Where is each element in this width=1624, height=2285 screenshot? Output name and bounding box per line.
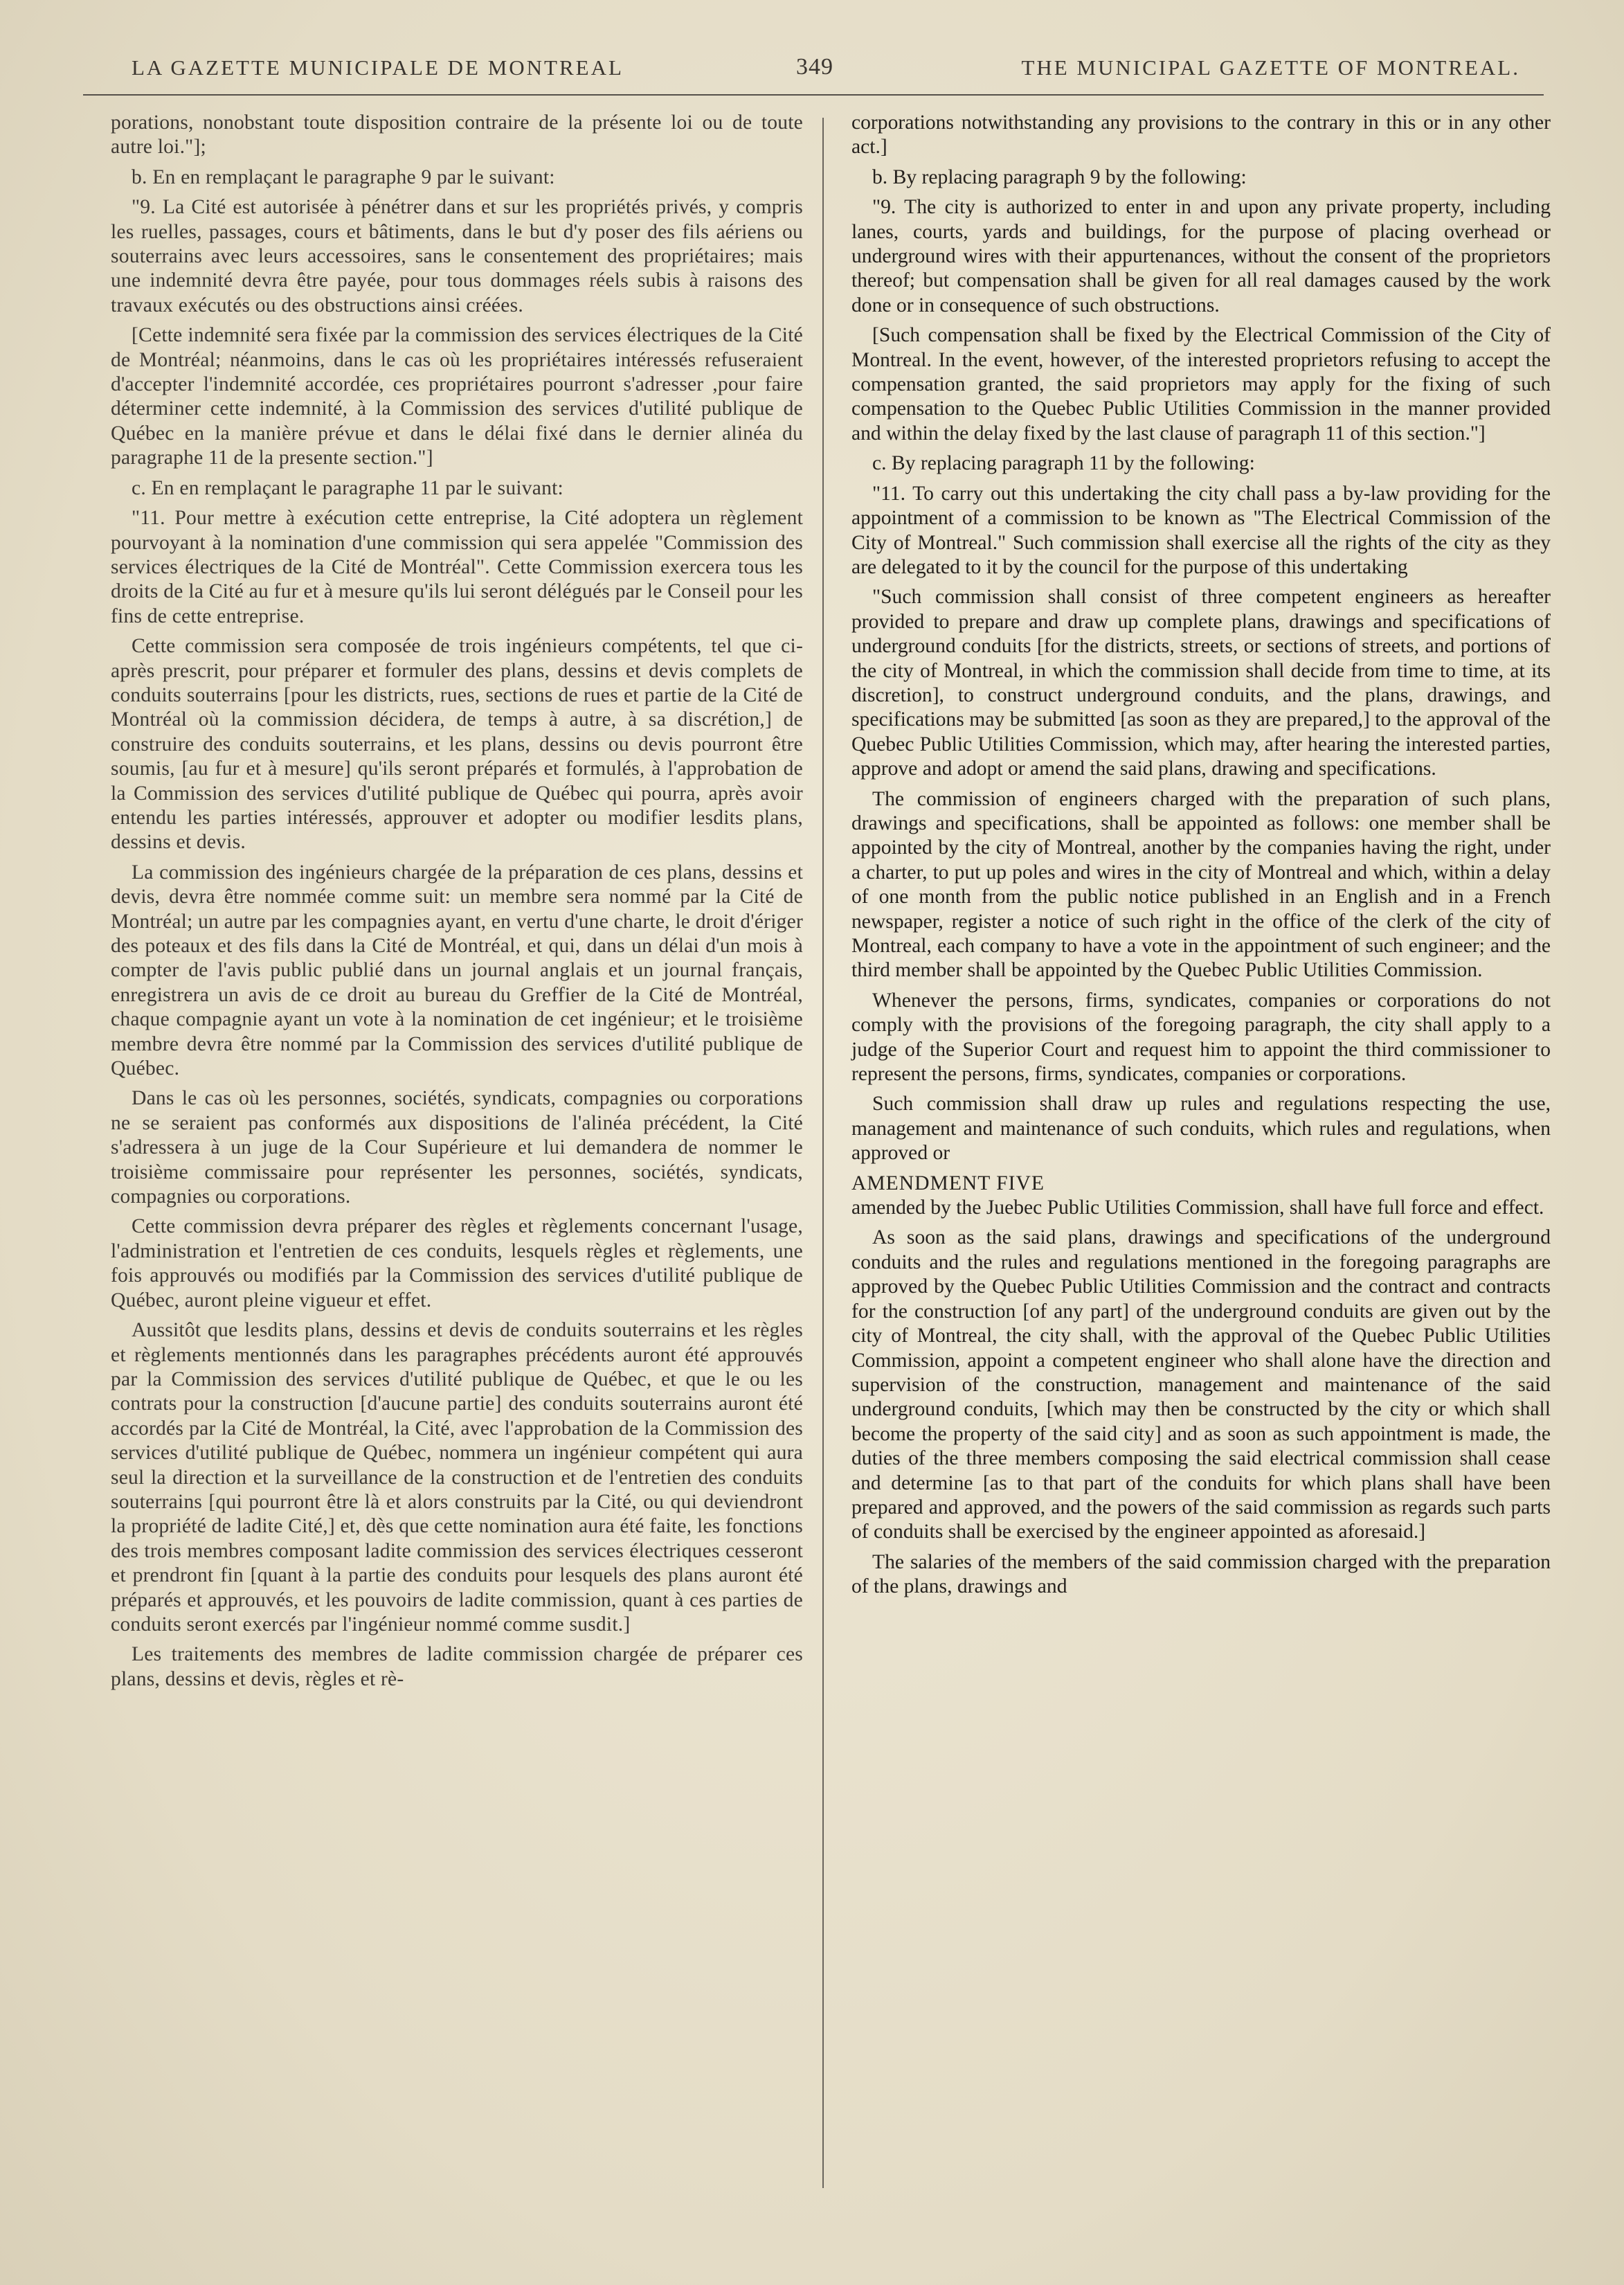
fr-paragraph: Dans le cas où les personnes, sociétés, syndicats, compagnies ou corporations ne se seraient pas conformés aux dispositions de l'alinéa précédent, la Cité s'adressera à un juge de la Cour Supérieure et lui demandera de nommer le troisième commissaire pour représenter les personnes, sociétés, syndicats, compagnies ou corporations. — [111, 1087, 803, 1208]
en-paragraph: The commission of engineers charged with the preparation of such plans, drawings and specifications, shall be appointed as follows: one member shall be appointed by the city of Montreal, another by the companies having the right, under a charter, to put up poles and wires in the city of Montreal and which, within a delay of one month from the public notice published in an English and in a French newspaper, register a notice of such right in the office of the clerk of the city of Montreal, each company to have a vote in the appointment of such engineer; and the third member shall be appointed by the Quebec Public Utilities Commission. — [851, 787, 1551, 982]
en-paragraph: As soon as the said plans, drawings and specifications of the underground conduits and the rules and regulations mentioned in the foregoing paragraphs are approved by the Quebec Public Utilities Commission and the contract and contracts for the construction [of any part] of the underground conduits are given out by the city of Montreal, the city shall, with the approval of the Quebec Public Utilities Commission, appoint a competent engineer who shall alone have the direction and supervision of the construction, management and maintenance of the said underground conduits, [which may then be constructed by the city or which shall become the property of the said city] and as soon as such appointment is made, the duties of the three members composing the said electrical commission shall cease and determine [as to that part of the conduits for which plans shall have been prepared and approved, and the powers of the said commission as regards such parts of conduits shall be exercised by the engineer appointed as aforesaid.] — [851, 1226, 1551, 1543]
fr-paragraph: Cette commission sera composée de trois ingénieurs compétents, tel que ci-après prescrit, pour préparer et formuler des plans, dessins et devis complets de conduits souterrains [pour les districts, rues, sections de rues et partie de la Cité de Montréal où la commission décidera, de temps à autre, à sa discrétion,] de construire des conduits souterrains, et les plans, dessins ou devis pourront être soumis, [au fur et à mesure] qu'ils seront préparés et formulés, à l'approbation de la Commission des services d'utilité publique de Québec qui pourra, après avoir entendu les parties intéressés, approuver et adopter ou modifier lesdits plans, dessins et devis. — [111, 635, 803, 854]
header-french-title: LA GAZETTE MUNICIPALE DE MONTREAL — [132, 55, 624, 80]
fr-paragraph: [Cette indemnité sera fixée par la commission des services électriques de la Cité de Montréal; néanmoins, dans le cas où les propriétaires intéressés refuseraient d'accepter l'indemnité accordée, ces propriétaires pourront s'adresser ,pour faire déterminer cette indemnité, à la Commission des services d'utilité publique de Québec en la manière prévue et dans le délai fixé dans le dernier alinéa du paragraphe 11 de la presente section."] — [111, 324, 803, 469]
fr-paragraph: La commission des ingénieurs chargée de la préparation de ces plans, dessins et devis, devra être nommée comme suit: un membre sera nommé par la Cité de Montréal; un autre par les compagnies ayant, en vertu d'une charte, le droit d'ériger des poteaux et des fils dans la Cité de Montréal, et qui, dans un délai d'un mois à compter de l'avis public publié dans un journal anglais et un journal français, enregistrera un avis de ce droit au bureau du Greffier de la Cité de Montréal, chaque compagnie ayant un vote à la nomination de cet ingénieur; et le troisième membre devra être nommé par la Commission des services d'utilité publique de Québec. — [111, 861, 803, 1080]
en-paragraph: Whenever the persons, firms, syndicates, companies or corporations do not comply with the provisions of the foregoing paragraph, the city shall apply to a judge of the Superior Court and request him to appoint the third commissioner to represent the persons, firms, syndicates, companies or corporations. — [851, 989, 1551, 1086]
en-paragraph: amended by the Juebec Public Utilities Commission, shall have full force and effect. — [851, 1197, 1544, 1219]
amendment-heading: AMENDMENT FIVE — [851, 1172, 1045, 1194]
fr-paragraph: Cette commission devra préparer des règles et règlements concernant l'usage, l'administration et l'entretien de ces conduits, lesquels règles et règlements, une fois approuvés ou modifiés par la Commission des services d'utilité publique de Québec, auront pleine vigueur et effet. — [111, 1215, 803, 1311]
en-paragraph: Such commission shall draw up rules and regulations respecting the use, management and maintenance of such conduits, which rules and regulations, when approved or — [851, 1093, 1551, 1165]
fr-paragraph: Aussitôt que lesdits plans, dessins et devis de conduits souterrains et les règles et règlements mentionnés dans les paragraphes précédents auront été approuvés par la Commission des services d'utilité publique de Québec, et que le ou les contrats pour la construction [d'aucune partie] des conduits souterrains auront été accordés par la Cité de Montréal, la Cité, avec l'approbation de la Commission des services d'utilité publique de Québec, nommera un ingénieur compétent qui aura seul la direction et la surveillance de la construction et de l'entretien des conduits souterrains [qui pourront être là et alors construits par la Cité, ou qui deviendront la propriété de ladite Cité,] et, dès que cette nomination aura été faite, les fonctions des trois membres composant ladite commission des services électriques cesseront et prendront fin [quant à la partie des conduits pour lesquels des plans auront été préparés et approuvés, et les pouvoirs de ladite commission, quant à ces parties de conduits seront exercés par l'ingénieur nommé comme susdit.] — [111, 1319, 803, 1636]
en-paragraph: c. By replacing paragraph 11 by the following: — [872, 452, 1255, 475]
en-paragraph: "11. To carry out this undertaking the city chall pass a by-law providing for the appointment of a commission to be known as "The Electrical Commission of the City of Montreal." Such commission shall exercise all the rights of the city as they are delegated to it by the council for the purpose of this undertaking — [851, 482, 1551, 578]
page-number: 349 — [796, 54, 833, 80]
fr-paragraph: "11. Pour mettre à exécution cette entreprise, la Cité adoptera un règlement pourvoyant à la nomination d'une commission qui sera appelée "Commission des services électriques de la Cité de Montréal". Cette Commission exercera tous les droits de la Cité au fur et à mesure qu'ils lui seront délégués par le Conseil pour les fins de cette entreprise. — [111, 507, 803, 627]
fr-paragraph: c. En en remplaçant le paragraphe 11 par le suivant: — [132, 476, 563, 499]
en-paragraph: "9. The city is authorized to enter in and upon any private property, including lanes, courts, yards and buildings, for the purpose of placing overhead or underground wires with their appurtenances, without the consent of the proprietors thereof; but compensation shall be given for all real damages caused by the work done or in consequence of such obstructions. — [851, 196, 1551, 316]
french-column — [111, 111, 803, 1697]
en-paragraph: b. By replacing paragraph 9 by the following: — [872, 165, 1247, 188]
page-header — [132, 50, 1520, 91]
en-paragraph: "Such commission shall consist of three competent engineers as hereafter provided to prepare and draw up complete plans, drawings and specifications of underground conduits [for the districts, streets, or sections of streets, and portions of the city of Montreal, in which the commission shall decide from time to time, at its discretion], to construct underground conduits, and the plans, drawings, and specifications may be submitted [as soon as they are prepared,] to the approval of the Quebec Public Utilities Commission, which may, after hearing the interested parties, approve and adopt or amend the said plans, drawing and specifications. — [851, 586, 1551, 780]
en-paragraph: The salaries of the members of the said commission charged with the preparation of the plans, drawings and — [851, 1550, 1551, 1598]
fr-paragraph: b. En en remplaçant le paragraphe 9 par le suivant: — [132, 165, 555, 188]
fr-paragraph: porations, nonobstant toute disposition contraire de la présente loi ou de toute autre loi."]; — [111, 111, 803, 159]
en-paragraph: [Such compensation shall be fixed by the Electrical Commission of the City of Montreal. In the event, however, of the interested proprietors refusing to accept the compensation granted, the said proprietors may apply for the fixing of such compensation to the Quebec Public Utilities Commission in the manner provided and within the delay fixed by the last clause of paragraph 11 of this section."] — [851, 324, 1551, 445]
english-column — [851, 111, 1551, 1605]
header-rule — [83, 94, 1544, 96]
fr-paragraph: "9. La Cité est autorisée à pénétrer dans et sur les propriétés privés, y compris les ruelles, passages, cours et bâtiments, dans le but d'y poser des fils aériens ou souterrains avec leurs accessoires, sans le consentement des propriétaires; mais une indemnité devra être payée, pour tous dommages réels subis à raisons des travaux exécutés ou des obstructions ainsi créées. — [111, 196, 803, 316]
header-english-title: THE MUNICIPAL GAZETTE OF MONTREAL. — [1021, 55, 1520, 80]
fr-paragraph: Les traitements des membres de ladite commission chargée de préparer ces plans, dessins et devis, règles et rè- — [111, 1643, 803, 1690]
en-paragraph: corporations notwithstanding any provisions to the contrary in this or in any other act.] — [851, 111, 1551, 159]
column-divider — [822, 118, 824, 2188]
